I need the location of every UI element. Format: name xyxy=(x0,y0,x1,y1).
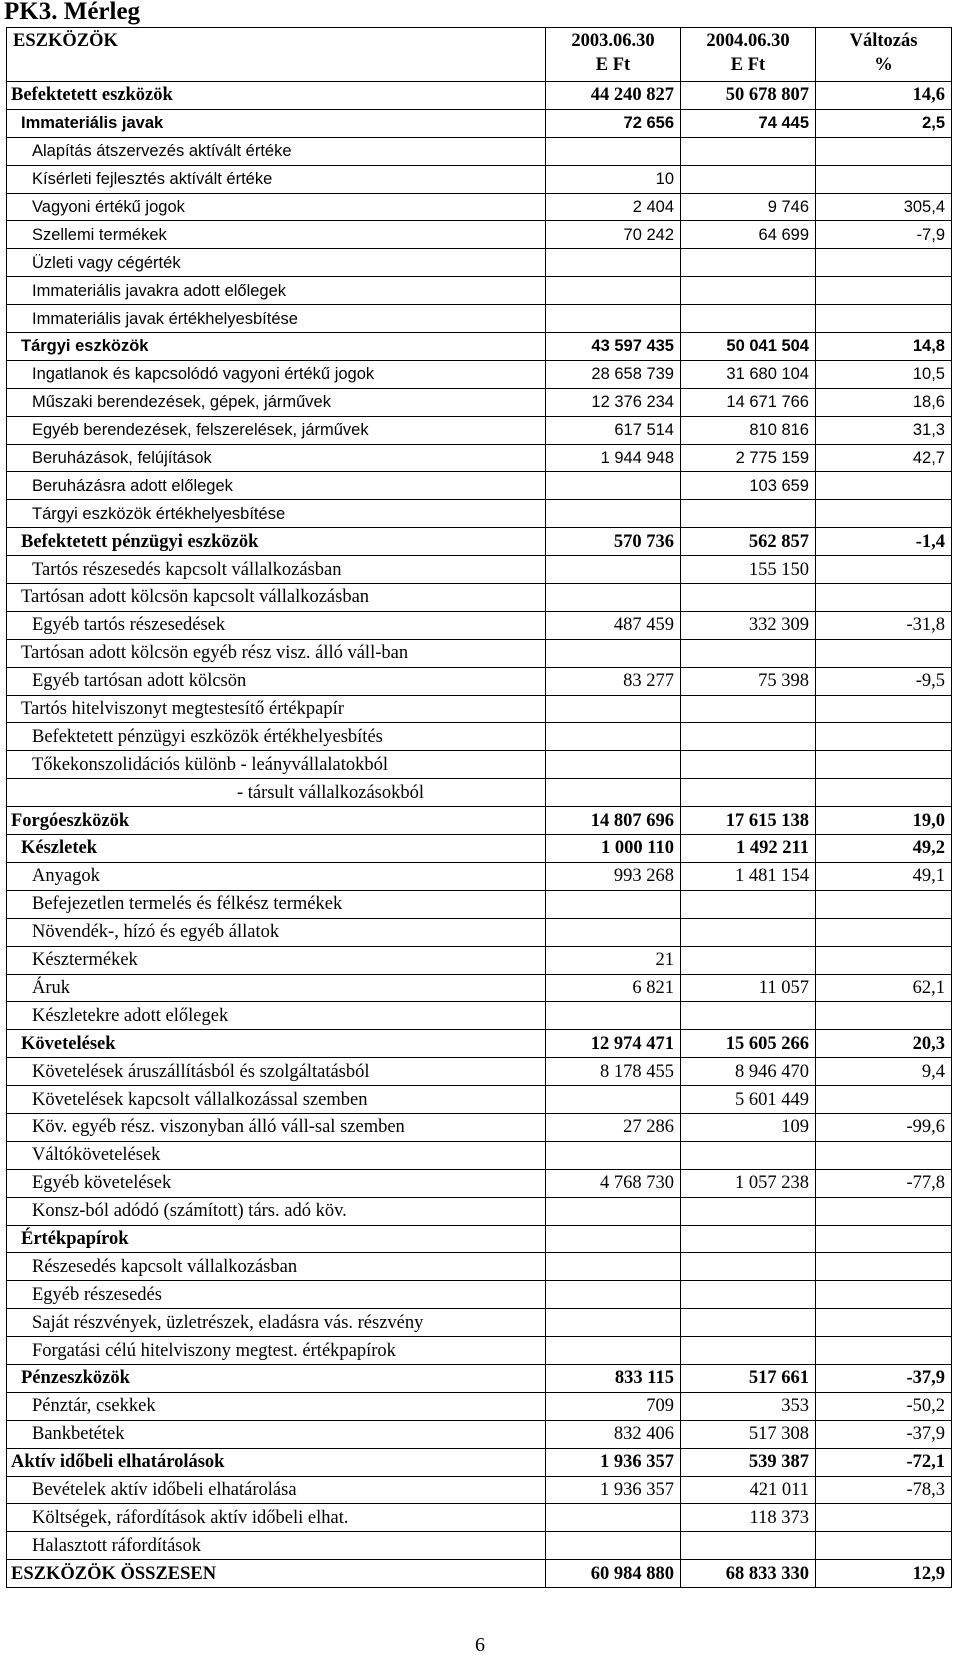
row-label: - társult vállalkozásokból xyxy=(7,779,546,807)
value-2003: 709 xyxy=(546,1392,681,1420)
change-percent: 42,7 xyxy=(816,444,952,472)
table-row xyxy=(7,556,952,584)
change-percent: -9,5 xyxy=(816,667,952,695)
value-2003: 1 936 357 xyxy=(546,1476,681,1504)
change-percent xyxy=(816,500,952,528)
value-2004: 75 398 xyxy=(681,667,816,695)
value-2004 xyxy=(681,1197,816,1225)
value-2004 xyxy=(681,1532,816,1560)
row-label: Bevételek aktív időbeli elhatárolása xyxy=(7,1476,546,1504)
table-row xyxy=(7,1448,952,1476)
table-row xyxy=(7,835,952,863)
column-header-line: 2003.06.30 xyxy=(571,31,655,51)
row-label: Beruházások, felújítások xyxy=(7,444,546,472)
value-2004 xyxy=(681,584,816,612)
value-2003: 72 656 xyxy=(546,109,681,137)
table-row xyxy=(7,918,952,946)
value-2003 xyxy=(546,1225,681,1253)
column-header-assets xyxy=(7,28,546,82)
value-2003 xyxy=(546,1253,681,1281)
column-header-line: 2004.06.30 xyxy=(706,31,790,51)
value-2003: 21 xyxy=(546,946,681,974)
value-2003 xyxy=(546,472,681,500)
row-label: Alapítás átszervezés aktívált értéke xyxy=(7,137,546,165)
table-row xyxy=(7,305,952,333)
table-row xyxy=(7,1309,952,1337)
row-label: Befektetett eszközök xyxy=(7,82,546,110)
value-2003 xyxy=(546,305,681,333)
value-2004: 74 445 xyxy=(681,109,816,137)
row-label: Vagyoni értékű jogok xyxy=(7,193,546,221)
row-label: Tartósan adott kölcsön kapcsolt vállalkozásban xyxy=(7,584,546,612)
row-label: Szellemi termékek xyxy=(7,221,546,249)
balance-sheet-table xyxy=(6,27,952,1588)
table-row xyxy=(7,528,952,556)
change-percent xyxy=(816,137,952,165)
change-percent: 12,9 xyxy=(816,1560,952,1588)
table-row xyxy=(7,277,952,305)
table-row xyxy=(7,1560,952,1588)
value-2003: 28 658 739 xyxy=(546,360,681,388)
change-percent xyxy=(816,1532,952,1560)
table-row xyxy=(7,1476,952,1504)
value-2003: 4 768 730 xyxy=(546,1169,681,1197)
value-2004: 1 481 154 xyxy=(681,862,816,890)
table-row xyxy=(7,82,952,110)
change-percent xyxy=(816,472,952,500)
column-header-2003 xyxy=(546,28,681,82)
change-percent xyxy=(816,779,952,807)
table-row xyxy=(7,611,952,639)
value-2003: 993 268 xyxy=(546,862,681,890)
value-2003 xyxy=(546,1002,681,1030)
change-percent: 49,2 xyxy=(816,835,952,863)
value-2003: 1 000 110 xyxy=(546,835,681,863)
value-2003: 832 406 xyxy=(546,1420,681,1448)
change-percent xyxy=(816,277,952,305)
row-label: Váltókövetelések xyxy=(7,1141,546,1169)
value-2004: 9 746 xyxy=(681,193,816,221)
table-row xyxy=(7,1337,952,1365)
value-2003: 10 xyxy=(546,165,681,193)
value-2003 xyxy=(546,137,681,165)
value-2004: 50 678 807 xyxy=(681,82,816,110)
value-2003: 487 459 xyxy=(546,611,681,639)
value-2003: 27 286 xyxy=(546,1113,681,1141)
change-percent: -77,8 xyxy=(816,1169,952,1197)
change-percent xyxy=(816,890,952,918)
value-2004: 14 671 766 xyxy=(681,388,816,416)
value-2004 xyxy=(681,500,816,528)
row-label: Aktív időbeli elhatárolások xyxy=(7,1448,546,1476)
value-2003 xyxy=(546,1309,681,1337)
value-2004: 353 xyxy=(681,1392,816,1420)
row-label: Befektetett pénzügyi eszközök xyxy=(7,528,546,556)
column-header-unit: % xyxy=(874,55,893,75)
value-2004: 103 659 xyxy=(681,472,816,500)
table-row xyxy=(7,1504,952,1532)
value-2004: 810 816 xyxy=(681,416,816,444)
value-2004 xyxy=(681,137,816,165)
table-row xyxy=(7,723,952,751)
value-2003: 2 404 xyxy=(546,193,681,221)
value-2004 xyxy=(681,695,816,723)
value-2004 xyxy=(681,1225,816,1253)
value-2004: 5 601 449 xyxy=(681,1086,816,1114)
value-2004: 332 309 xyxy=(681,611,816,639)
change-percent: -37,9 xyxy=(816,1364,952,1392)
row-label: Bankbetétek xyxy=(7,1420,546,1448)
table-row xyxy=(7,1225,952,1253)
value-2004: 17 615 138 xyxy=(681,807,816,835)
row-label: Pénztár, csekkek xyxy=(7,1392,546,1420)
value-2004: 421 011 xyxy=(681,1476,816,1504)
change-percent: -72,1 xyxy=(816,1448,952,1476)
table-row xyxy=(7,360,952,388)
value-2004 xyxy=(681,1253,816,1281)
table-row xyxy=(7,1197,952,1225)
change-percent: -50,2 xyxy=(816,1392,952,1420)
row-label: Tartósan adott kölcsön egyéb rész visz. álló váll-ban xyxy=(7,639,546,667)
change-percent: 14,8 xyxy=(816,333,952,361)
row-label: Tárgyi eszközök értékhelyesbítése xyxy=(7,500,546,528)
page-number: 6 xyxy=(475,1634,485,1656)
change-percent: -99,6 xyxy=(816,1113,952,1141)
value-2003: 12 376 234 xyxy=(546,388,681,416)
row-label: Tartós hitelviszonyt megtestesítő értékpapír xyxy=(7,695,546,723)
row-label: Üzleti vagy cégérték xyxy=(7,249,546,277)
value-2004 xyxy=(681,1309,816,1337)
value-2004: 11 057 xyxy=(681,974,816,1002)
row-label: Forgóeszközök xyxy=(7,807,546,835)
value-2004 xyxy=(681,779,816,807)
row-label: Befejezetlen termelés és félkész termékek xyxy=(7,890,546,918)
row-label: Saját részvények, üzletrészek, eladásra vás. részvény xyxy=(7,1309,546,1337)
row-label: Immateriális javak értékhelyesbítése xyxy=(7,305,546,333)
table-row xyxy=(7,974,952,1002)
value-2003 xyxy=(546,639,681,667)
table-row xyxy=(7,1169,952,1197)
value-2003: 12 974 471 xyxy=(546,1030,681,1058)
change-percent: -37,9 xyxy=(816,1420,952,1448)
row-label: Követelések kapcsolt vállalkozással szemben xyxy=(7,1086,546,1114)
row-label: Műszaki berendezések, gépek, járművek xyxy=(7,388,546,416)
row-label: ESZKÖZÖK ÖSSZESEN xyxy=(7,1560,546,1588)
value-2004: 1 057 238 xyxy=(681,1169,816,1197)
value-2003: 14 807 696 xyxy=(546,807,681,835)
change-percent xyxy=(816,639,952,667)
value-2003 xyxy=(546,1086,681,1114)
row-label: Tartós részesedés kapcsolt vállalkozásban xyxy=(7,556,546,584)
table-body xyxy=(7,82,952,1588)
table-row xyxy=(7,249,952,277)
change-percent: 62,1 xyxy=(816,974,952,1002)
row-label: Pénzeszközök xyxy=(7,1364,546,1392)
table-row xyxy=(7,1030,952,1058)
value-2003: 43 597 435 xyxy=(546,333,681,361)
value-2004: 517 308 xyxy=(681,1420,816,1448)
change-percent: -1,4 xyxy=(816,528,952,556)
table-row xyxy=(7,779,952,807)
row-label: Áruk xyxy=(7,974,546,1002)
row-label: Halasztott ráfordítások xyxy=(7,1532,546,1560)
table-row xyxy=(7,1364,952,1392)
value-2004 xyxy=(681,946,816,974)
change-percent xyxy=(816,1281,952,1309)
table-row xyxy=(7,472,952,500)
value-2004 xyxy=(681,1337,816,1365)
column-header-change xyxy=(816,28,952,82)
table-row xyxy=(7,695,952,723)
change-percent xyxy=(816,723,952,751)
table-row xyxy=(7,1058,952,1086)
change-percent xyxy=(816,1197,952,1225)
change-percent xyxy=(816,1253,952,1281)
value-2004 xyxy=(681,918,816,946)
table-row xyxy=(7,193,952,221)
value-2004 xyxy=(681,1002,816,1030)
value-2004 xyxy=(681,890,816,918)
table-row xyxy=(7,137,952,165)
value-2003 xyxy=(546,890,681,918)
row-label: Egyéb részesedés xyxy=(7,1281,546,1309)
value-2004: 155 150 xyxy=(681,556,816,584)
table-row xyxy=(7,221,952,249)
value-2003: 617 514 xyxy=(546,416,681,444)
table-row xyxy=(7,1002,952,1030)
value-2003: 570 736 xyxy=(546,528,681,556)
change-percent: -78,3 xyxy=(816,1476,952,1504)
value-2003: 1 944 948 xyxy=(546,444,681,472)
change-percent xyxy=(816,1141,952,1169)
value-2004: 8 946 470 xyxy=(681,1058,816,1086)
value-2004 xyxy=(681,305,816,333)
row-label: Követelések xyxy=(7,1030,546,1058)
table-row xyxy=(7,1281,952,1309)
value-2003: 1 936 357 xyxy=(546,1448,681,1476)
row-label: Növendék-, hízó és egyéb állatok xyxy=(7,918,546,946)
row-label: Költségek, ráfordítások aktív időbeli elhat. xyxy=(7,1504,546,1532)
value-2004 xyxy=(681,1281,816,1309)
value-2004: 64 699 xyxy=(681,221,816,249)
value-2003 xyxy=(546,918,681,946)
change-percent xyxy=(816,556,952,584)
table-row xyxy=(7,946,952,974)
table-row xyxy=(7,890,952,918)
change-percent: 2,5 xyxy=(816,109,952,137)
table-row xyxy=(7,1113,952,1141)
table-header xyxy=(7,28,952,82)
row-label: Készletekre adott előlegek xyxy=(7,1002,546,1030)
value-2004 xyxy=(681,277,816,305)
row-label: Egyéb követelések xyxy=(7,1169,546,1197)
row-label: Ingatlanok és kapcsolódó vagyoni értékű jogok xyxy=(7,360,546,388)
value-2003 xyxy=(546,695,681,723)
value-2004: 15 605 266 xyxy=(681,1030,816,1058)
table-row xyxy=(7,1086,952,1114)
value-2003 xyxy=(546,1337,681,1365)
change-percent: 49,1 xyxy=(816,862,952,890)
table-row xyxy=(7,862,952,890)
header-row xyxy=(7,28,952,82)
table-row xyxy=(7,1532,952,1560)
value-2004: 118 373 xyxy=(681,1504,816,1532)
value-2004: 2 775 159 xyxy=(681,444,816,472)
table-row xyxy=(7,500,952,528)
change-percent xyxy=(816,1225,952,1253)
value-2003 xyxy=(546,584,681,612)
table-row xyxy=(7,1420,952,1448)
table-row xyxy=(7,333,952,361)
value-2003: 70 242 xyxy=(546,221,681,249)
row-label: Kísérleti fejlesztés aktívált értéke xyxy=(7,165,546,193)
change-percent xyxy=(816,946,952,974)
row-label: Tőkekonszolidációs különb - leányvállalatokból xyxy=(7,751,546,779)
value-2004: 31 680 104 xyxy=(681,360,816,388)
row-label: Konsz-ból adódó (számított) társ. adó köv. xyxy=(7,1197,546,1225)
row-label: Anyagok xyxy=(7,862,546,890)
table-row xyxy=(7,109,952,137)
value-2003 xyxy=(546,1504,681,1532)
value-2003: 8 178 455 xyxy=(546,1058,681,1086)
change-percent xyxy=(816,695,952,723)
value-2004 xyxy=(681,723,816,751)
value-2004 xyxy=(681,639,816,667)
page-title: PK3. Mérleg xyxy=(4,0,141,25)
row-label: Befektetett pénzügyi eszközök értékhelyesbítés xyxy=(7,723,546,751)
row-label: Késztermékek xyxy=(7,946,546,974)
value-2004: 109 xyxy=(681,1113,816,1141)
row-label: Egyéb berendezések, felszerelések, járművek xyxy=(7,416,546,444)
change-percent xyxy=(816,305,952,333)
table-row xyxy=(7,667,952,695)
row-label: Értékpapírok xyxy=(7,1225,546,1253)
value-2004: 517 661 xyxy=(681,1364,816,1392)
value-2003: 83 277 xyxy=(546,667,681,695)
column-header-unit: E Ft xyxy=(595,55,631,75)
table-row xyxy=(7,807,952,835)
change-percent: 9,4 xyxy=(816,1058,952,1086)
value-2004 xyxy=(681,165,816,193)
value-2003 xyxy=(546,779,681,807)
value-2003: 60 984 880 xyxy=(546,1560,681,1588)
change-percent xyxy=(816,584,952,612)
value-2003 xyxy=(546,751,681,779)
table-row xyxy=(7,444,952,472)
value-2003 xyxy=(546,1197,681,1225)
column-header-line: ESZKÖZÖK xyxy=(13,31,118,51)
row-label: Egyéb tartós részesedések xyxy=(7,611,546,639)
row-label: Egyéb tartósan adott kölcsön xyxy=(7,667,546,695)
value-2003 xyxy=(546,249,681,277)
column-header-2004 xyxy=(681,28,816,82)
change-percent xyxy=(816,918,952,946)
change-percent xyxy=(816,1309,952,1337)
value-2004 xyxy=(681,1141,816,1169)
value-2003 xyxy=(546,277,681,305)
change-percent: -7,9 xyxy=(816,221,952,249)
row-label: Tárgyi eszközök xyxy=(7,333,546,361)
table-row xyxy=(7,416,952,444)
table-row xyxy=(7,584,952,612)
table-row xyxy=(7,1141,952,1169)
row-label: Forgatási célú hitelviszony megtest. értékpapírok xyxy=(7,1337,546,1365)
column-header-line: Változás xyxy=(849,31,918,51)
value-2004: 539 387 xyxy=(681,1448,816,1476)
change-percent: 14,6 xyxy=(816,82,952,110)
change-percent: 18,6 xyxy=(816,388,952,416)
value-2004: 1 492 211 xyxy=(681,835,816,863)
change-percent xyxy=(816,249,952,277)
change-percent xyxy=(816,1504,952,1532)
value-2004: 68 833 330 xyxy=(681,1560,816,1588)
row-label: Részesedés kapcsolt vállalkozásban xyxy=(7,1253,546,1281)
value-2004: 562 857 xyxy=(681,528,816,556)
row-label: Köv. egyéb rész. viszonyban álló váll-sal szemben xyxy=(7,1113,546,1141)
row-label: Beruházásra adott előlegek xyxy=(7,472,546,500)
value-2003: 44 240 827 xyxy=(546,82,681,110)
column-header-unit: E Ft xyxy=(730,55,766,75)
change-percent xyxy=(816,751,952,779)
change-percent xyxy=(816,1002,952,1030)
value-2003 xyxy=(546,1141,681,1169)
change-percent: 10,5 xyxy=(816,360,952,388)
change-percent: 19,0 xyxy=(816,807,952,835)
change-percent: 20,3 xyxy=(816,1030,952,1058)
row-label: Immateriális javak xyxy=(7,109,546,137)
table-row xyxy=(7,1392,952,1420)
table-row xyxy=(7,388,952,416)
table-row xyxy=(7,1253,952,1281)
value-2003 xyxy=(546,556,681,584)
value-2003: 833 115 xyxy=(546,1364,681,1392)
change-percent xyxy=(816,165,952,193)
table-row xyxy=(7,751,952,779)
change-percent: 31,3 xyxy=(816,416,952,444)
change-percent xyxy=(816,1086,952,1114)
value-2004 xyxy=(681,249,816,277)
table-row xyxy=(7,165,952,193)
table-row xyxy=(7,639,952,667)
change-percent: 305,4 xyxy=(816,193,952,221)
value-2003 xyxy=(546,500,681,528)
row-label: Készletek xyxy=(7,835,546,863)
value-2003 xyxy=(546,1532,681,1560)
row-label: Immateriális javakra adott előlegek xyxy=(7,277,546,305)
value-2004 xyxy=(681,751,816,779)
value-2004: 50 041 504 xyxy=(681,333,816,361)
value-2003 xyxy=(546,1281,681,1309)
row-label: Követelések áruszállításból és szolgáltatásból xyxy=(7,1058,546,1086)
value-2003: 6 821 xyxy=(546,974,681,1002)
change-percent: -31,8 xyxy=(816,611,952,639)
value-2003 xyxy=(546,723,681,751)
change-percent xyxy=(816,1337,952,1365)
